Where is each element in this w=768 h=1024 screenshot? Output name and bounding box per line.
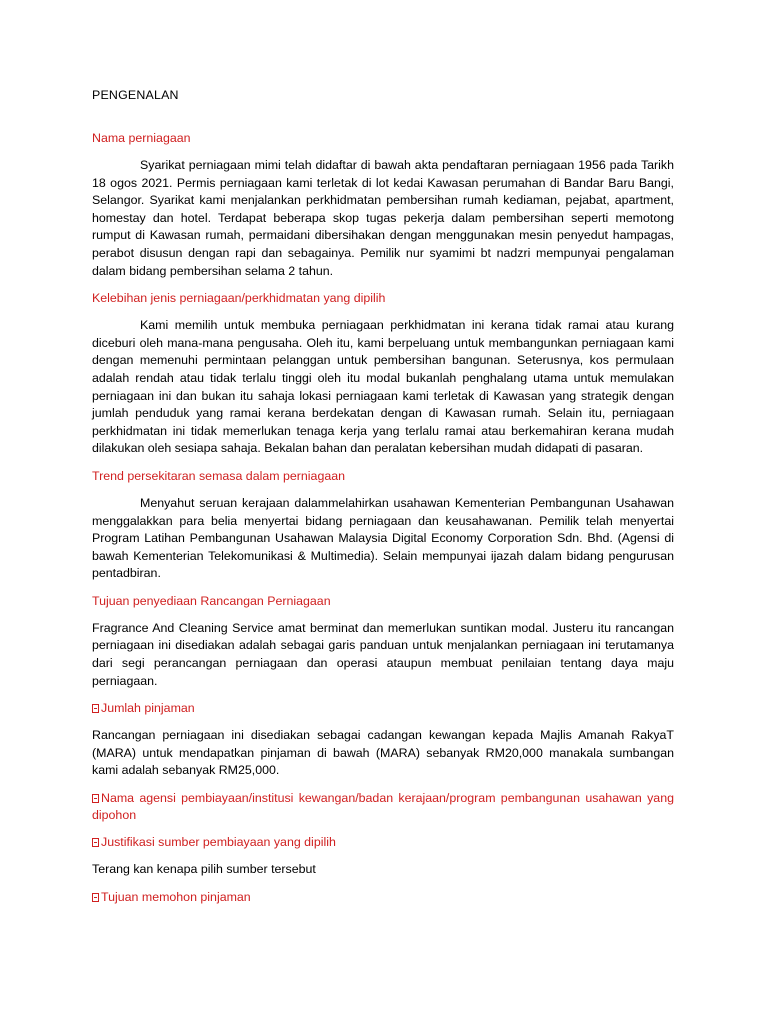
section-heading-label: Trend persekitaran semasa dalam perniagaan [92, 468, 346, 483]
section-heading-label: Tujuan memohon pinjaman [101, 889, 251, 904]
section-heading-label: Justifikasi sumber pembiayaan yang dipilih [101, 835, 336, 850]
section-heading-label: Tujuan penyediaan Rancangan Perniagaan [92, 593, 331, 608]
section-heading-label: Jumlah pinjaman [101, 701, 195, 716]
section-heading-trend [92, 468, 674, 485]
section-heading-kelebihan [92, 290, 674, 307]
section-heading-tujuan-penyediaan [92, 593, 674, 610]
section-body-justifikasi: Terang kan kenapa pilih sumber tersebut [92, 862, 316, 877]
section-body-jumlah-pinjaman: Rancangan perniagaan ini disediakan sebagai cadangan kewangan kepada Majlis Amanah RakyaT (MARA) untuk mendapatkan pinjaman di bawah (MARA) sebanyak RM20,000 manakala sumbangan kami adalah sebanyak RM25,000. [92, 728, 674, 778]
section-heading-nama-agensi [92, 790, 674, 824]
section-body-nama-perniagaan: Syarikat perniagaan mimi telah didaftar di bawah akta pendaftaran perniagaan 1956 pada Tarikh 18 ogos 2021. Permis perniagaan kami terletak di lot kedai Kawasan perumahan di Bandar Baru Bangi, Selangor. Syarikat kami menjalankan perkhidmatan pembersihan rumah kediaman, pejabat, apartment, homestay dan hotel. Terdapat beberapa skop tugas pekerja dalam pembersihan seperti memotong rumput di Kawasan rumah, permaidani dibersihakan dengan menggunakan mesin penyedut hampagas, perabot disusun dengan rapi dan sebagainya. Pemilik nur syamimi bt nadzri mempunyai pengalaman dalam bidang pembersihan selama 2 tahun. [92, 158, 674, 278]
checkbox-bullet-icon [92, 794, 99, 803]
page-title: PENGENALAN [92, 88, 179, 102]
section-body-kelebihan: Kami memilih untuk membuka perniagaan perkhidmatan ini kerana tidak ramai atau kurang diceburi oleh mana-mana pengusaha. Oleh itu, kami berpeluang untuk membangunkan perniagaan kami dengan memenuhi permintaan pelanggan untuk pembersihan bangunan. Seterusnya, kos permulaan adalah rendah atau tidak terlalu tinggi oleh itu modal bukanlah penghalang utama untuk memulakan perniagaan ini dan bukan itu sahaja lokasi perniagaan kami terletak di Kawasan yang strategik dengan jumlah penduduk yang ramai kerana berdekatan dengan di Kawasan rumah. Selain itu, perniagaan perkhidmatan ini tidak memerlukan tenaga kerja yang terlalu ramai atau berkemahiran kerana mudah dilakukan oleh sesiapa sahaja. Bekalan bahan dan peralatan kebersihan mudah didapati di pasaran. [92, 318, 674, 456]
section-heading-justifikasi [92, 834, 674, 851]
section-heading-label: Nama perniagaan [92, 131, 191, 145]
section-heading-tujuan-memohon [92, 889, 674, 906]
section-heading-label: Nama agensi pembiayaan/institusi kewangan/badan kerajaan/program pembangunan usahawan yang dipohon [92, 791, 674, 823]
section-heading-nama-perniagaan [92, 130, 674, 147]
section-body-tujuan-penyediaan: Fragrance And Cleaning Service amat berminat dan memerlukan suntikan modal. Justeru itu rancangan perniagaan ini disediakan adalah sebagai garis panduan untuk menjalankan perniagaan ini terutamanya dari segi perancangan perniagaan dan operasi ataupun membuat penilaian tentang daya maju perniagaan. [92, 620, 674, 688]
checkbox-bullet-icon [92, 893, 99, 902]
checkbox-bullet-icon [92, 838, 99, 847]
section-body-trend: Menyahut seruan kerajaan dalammelahirkan usahawan Kementerian Pembangunan Usahawan menggalakkan para belia menyertai bidang perniagaan dan keusahawanan. Pemilik telah menyertai Program Latihan Pembangunan Usahawan Malaysia Digital Economy Corporation Sdn. Bhd. (Agensi di bawah Kementerian Telekomunikasi & Multimedia). Selain mempunyai ijazah dalam bidang pengurusan pentadbiran. [92, 495, 674, 581]
section-heading-label: Kelebihan jenis perniagaan/perkhidmatan yang dipilih [92, 291, 386, 306]
checkbox-bullet-icon [92, 704, 99, 713]
section-heading-jumlah-pinjaman [92, 700, 674, 717]
